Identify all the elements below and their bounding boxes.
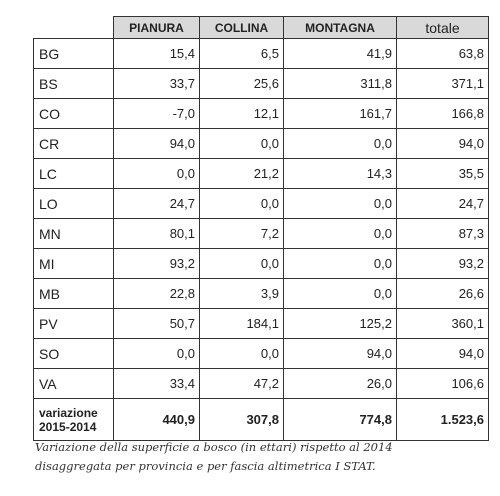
table-cell: 12,1 — [200, 99, 284, 129]
header-corner — [34, 17, 114, 39]
caption-line: Variazione della superficie a bosco (in ettari) rispetto al 2014 — [35, 440, 393, 454]
table-cell: 0,0 — [284, 279, 397, 309]
province-label: MI — [34, 249, 114, 279]
table-cell: 26,6 — [397, 279, 489, 309]
table-cell: 25,6 — [200, 69, 284, 99]
table-row — [34, 129, 489, 159]
table-cell: 93,2 — [114, 249, 200, 279]
column-header-montagna: MONTAGNA — [284, 17, 397, 39]
table-cell: 63,8 — [397, 39, 489, 69]
summary-label: variazione 2015-2014 — [34, 399, 114, 441]
table-cell: 0,0 — [200, 189, 284, 219]
table-row — [34, 219, 489, 249]
table-cell: 3,9 — [200, 279, 284, 309]
table-cell: 0,0 — [114, 339, 200, 369]
table-cell: 94,0 — [284, 339, 397, 369]
table-cell: 166,8 — [397, 99, 489, 129]
table-cell: 87,3 — [397, 219, 489, 249]
summary-cell: 1.523,6 — [397, 399, 489, 441]
table-cell: 0,0 — [284, 219, 397, 249]
province-label: LC — [34, 159, 114, 189]
table-cell: 26,0 — [284, 369, 397, 399]
province-label: BS — [34, 69, 114, 99]
header-row — [34, 17, 489, 39]
table-row — [34, 39, 489, 69]
table-cell: 41,9 — [284, 39, 397, 69]
table-cell: 33,7 — [114, 69, 200, 99]
table-cell: 94,0 — [114, 129, 200, 159]
table-row — [34, 369, 489, 399]
table-cell: 33,4 — [114, 369, 200, 399]
table-cell: 0,0 — [200, 249, 284, 279]
table-cell: 15,4 — [114, 39, 200, 69]
table-cell: 80,1 — [114, 219, 200, 249]
table-row — [34, 249, 489, 279]
caption-line: disaggregata per provincia e per fascia altimetrica I STAT. — [35, 459, 376, 473]
column-header-pianura: PIANURA — [114, 17, 200, 39]
summary-cell: 307,8 — [200, 399, 284, 441]
province-label: CO — [34, 99, 114, 129]
province-label: MN — [34, 219, 114, 249]
data-table — [33, 16, 489, 441]
table-cell: 35,5 — [397, 159, 489, 189]
summary-cell: 440,9 — [114, 399, 200, 441]
province-label: PV — [34, 309, 114, 339]
table-caption — [35, 438, 465, 476]
table-cell: 0,0 — [284, 249, 397, 279]
table-row — [34, 309, 489, 339]
province-label: BG — [34, 39, 114, 69]
table-cell: 94,0 — [397, 339, 489, 369]
province-label: SO — [34, 339, 114, 369]
table-cell: -7,0 — [114, 99, 200, 129]
province-label: VA — [34, 369, 114, 399]
province-label: MB — [34, 279, 114, 309]
column-header-collina: COLLINA — [200, 17, 284, 39]
table-cell: 7,2 — [200, 219, 284, 249]
province-label: CR — [34, 129, 114, 159]
table-row — [34, 279, 489, 309]
table-cell: 125,2 — [284, 309, 397, 339]
table-row — [34, 159, 489, 189]
table-cell: 360,1 — [397, 309, 489, 339]
table-cell: 371,1 — [397, 69, 489, 99]
table-cell: 21,2 — [200, 159, 284, 189]
table-cell: 50,7 — [114, 309, 200, 339]
table-cell: 106,6 — [397, 369, 489, 399]
table-row — [34, 339, 489, 369]
table-cell: 0,0 — [200, 339, 284, 369]
table-cell: 24,7 — [397, 189, 489, 219]
table-cell: 6,5 — [200, 39, 284, 69]
table-cell: 161,7 — [284, 99, 397, 129]
table-row — [34, 189, 489, 219]
table-cell: 0,0 — [284, 129, 397, 159]
table-cell: 22,8 — [114, 279, 200, 309]
table-cell: 24,7 — [114, 189, 200, 219]
table-cell: 14,3 — [284, 159, 397, 189]
table-cell: 47,2 — [200, 369, 284, 399]
table-cell: 0,0 — [284, 189, 397, 219]
table-cell: 184,1 — [200, 309, 284, 339]
table-cell: 311,8 — [284, 69, 397, 99]
table-cell: 93,2 — [397, 249, 489, 279]
summary-row — [34, 399, 489, 441]
province-label: LO — [34, 189, 114, 219]
table-row — [34, 69, 489, 99]
table-cell: 0,0 — [200, 129, 284, 159]
table-row — [34, 99, 489, 129]
column-header-totale: totale — [397, 17, 489, 39]
table-cell: 94,0 — [397, 129, 489, 159]
summary-cell: 774,8 — [284, 399, 397, 441]
table-cell: 0,0 — [114, 159, 200, 189]
